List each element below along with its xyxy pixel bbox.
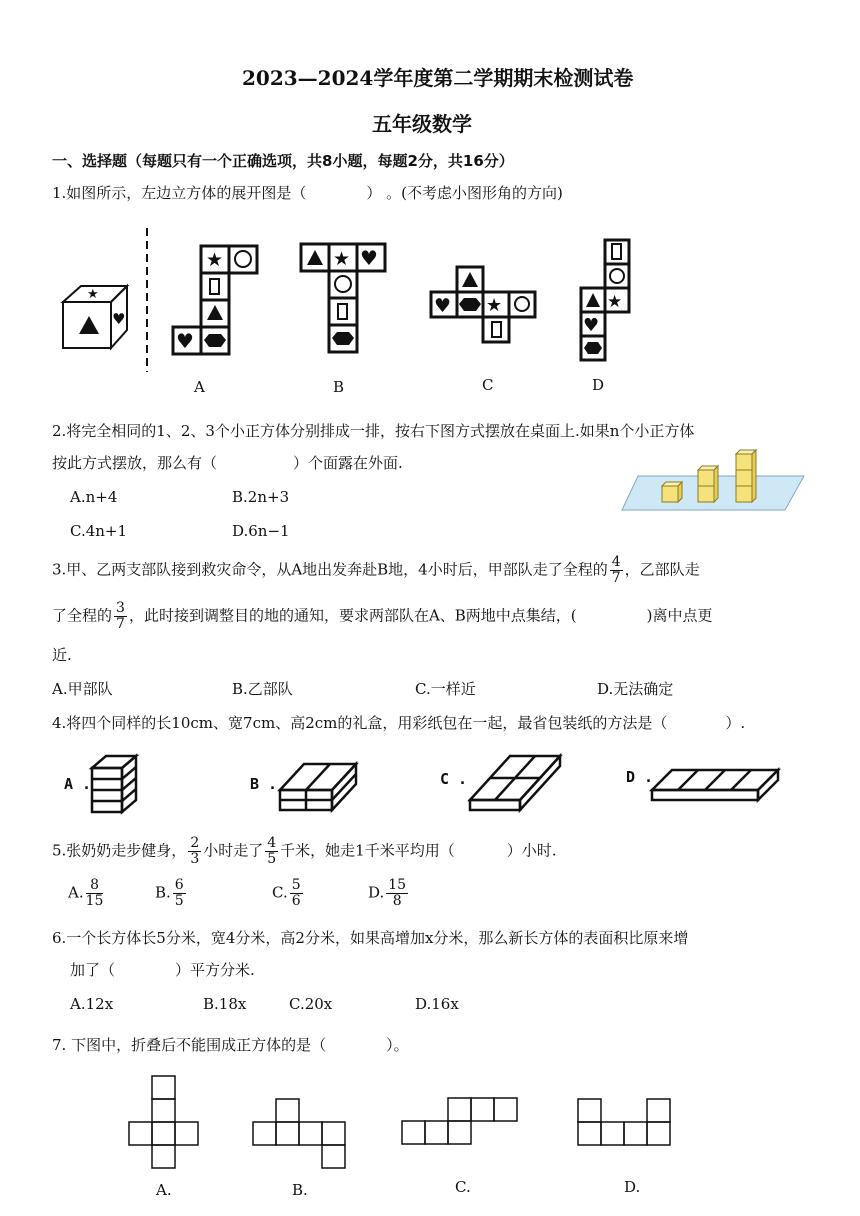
question-2-line-1: 2.将完全相同的1、2、3个小正方体分别排成一排，按右下图方式摆放在桌面上.如果n个小正方体	[52, 422, 695, 440]
q1-label-b: B	[333, 378, 345, 396]
q4-label-c: C .	[440, 770, 468, 788]
svg-text:♥: ♥	[434, 295, 452, 317]
q3-line-2-part-a: 了全程的	[52, 606, 113, 625]
q2-cubes-figure	[620, 448, 805, 520]
star-icon: ★	[87, 287, 99, 302]
q3-option-b[interactable]: B.乙部队	[232, 680, 293, 698]
q2-option-a[interactable]: A.n+4	[70, 488, 118, 506]
q7-label-a: A.	[156, 1181, 172, 1199]
q6-option-b[interactable]: B.18x	[203, 995, 247, 1013]
q3-option-a[interactable]: A.甲部队	[52, 680, 113, 698]
q5-part-c: 千米，她走1千米平均用（	[280, 841, 455, 860]
page-title: 2023—2024学年度第二学期期末检测试卷	[242, 66, 634, 90]
question-1-stem	[52, 182, 563, 204]
question-2-line-2	[52, 452, 403, 474]
q7-option-c-net	[402, 1098, 517, 1144]
svg-text:★: ★	[333, 248, 351, 270]
question-3-line-2	[52, 601, 713, 632]
q2-line-2-part-b: ）个面露在外面.	[293, 454, 403, 472]
q3-line-1-part-b: ，乙部队走	[624, 560, 700, 579]
heart-icon: ♥	[112, 310, 126, 328]
svg-text:★: ★	[607, 292, 623, 312]
q4-label-d: D .	[626, 768, 654, 786]
svg-text:★: ★	[486, 295, 503, 316]
q7-option-a-net	[129, 1076, 198, 1168]
q4-stem-part-b: ）.	[725, 714, 746, 732]
q5-option-c[interactable]: C. $\frac{5}{6}$	[272, 877, 301, 909]
question-5-stem	[52, 836, 557, 867]
q3-line-2-part-c: )离中点更	[646, 606, 713, 625]
svg-text:♥: ♥	[360, 246, 378, 270]
q7-figure	[126, 1074, 686, 1194]
section-heading: 一、选择题（每题只有一个正确选项，共8小题，每题2分，共16分）	[52, 152, 514, 170]
q5-part-d: ）小时.	[506, 841, 557, 860]
q1-label-a: A	[194, 378, 205, 396]
q2-option-c[interactable]: C.4n+1	[70, 522, 128, 540]
q4-figure	[60, 748, 820, 828]
q6-option-c[interactable]: C.20x	[289, 995, 333, 1013]
q4-option-a-stack	[92, 756, 136, 812]
page-subtitle: 五年级数学	[372, 112, 472, 136]
svg-text:♥: ♥	[583, 315, 600, 336]
q7-stem-part-a: 7. 下图中，折叠后不能围成正方体的是（	[52, 1036, 327, 1054]
question-4-stem	[52, 712, 745, 734]
q6-line-2-part-b: ）平方分米.	[175, 961, 255, 979]
q4-label-b: B .	[250, 775, 278, 793]
q2-option-d[interactable]: D.6n−1	[232, 522, 290, 540]
q4-option-c-layout	[470, 756, 560, 810]
q1-stem-part-b: ） 。(不考虑小图形角的方向)	[366, 184, 563, 202]
q7-option-b-net	[253, 1099, 345, 1168]
q7-stem-part-b: ）。	[386, 1036, 409, 1054]
q6-option-a[interactable]: A.12x	[70, 995, 114, 1013]
q4-stem-part-a: 4.将四个同样的长10cm、宽7cm、高2cm的礼盒，用彩纸包在一起，最省包装纸的方法是（	[52, 714, 668, 732]
q1-label-c: C	[482, 376, 494, 394]
q7-label-c: C.	[455, 1178, 471, 1196]
q1-label-d: D	[592, 376, 605, 394]
q3-fraction-2: $\frac{3}{7}$	[116, 600, 125, 632]
q4-label-a: A .	[64, 775, 92, 793]
svg-text:♥: ♥	[176, 329, 194, 353]
q5-option-a[interactable]: A. $\frac{8}{15}$	[68, 877, 104, 909]
q1-stem-part-a: 1.如图所示，左边立方体的展开图是（	[52, 184, 307, 202]
q5-option-b[interactable]: B. $\frac{6}{5}$	[155, 877, 184, 909]
q7-label-b: B.	[292, 1181, 308, 1199]
q7-option-d-net	[578, 1099, 670, 1145]
question-6-line-2	[70, 959, 255, 981]
question-7-stem	[52, 1034, 409, 1056]
q3-option-d[interactable]: D.无法确定	[597, 680, 674, 698]
q1-figure	[55, 222, 815, 402]
question-3-line-3: 近.	[52, 646, 72, 664]
q6-option-d[interactable]: D.16x	[415, 995, 459, 1013]
q3-line-2-part-b: ，此时接到调整目的地的通知，要求两部队在A、B两地中点集结，(	[128, 606, 577, 625]
q2-line-2-part-a: 按此方式摆放，那么有（	[52, 454, 218, 472]
q7-label-d: D.	[624, 1178, 641, 1196]
question-3-line-1	[52, 555, 700, 586]
q4-option-d-row	[652, 770, 778, 800]
q5-fraction-2: $\frac{4}{5}$	[267, 835, 277, 867]
q3-option-c[interactable]: C.一样近	[415, 680, 476, 698]
question-6-line-1: 6.一个长方体长5分米，宽4分米，高2分米，如果高增加x分米，那么新长方体的表面积比原来增	[52, 929, 689, 947]
q5-part-a: 5.张奶奶走步健身，	[52, 841, 187, 860]
q4-option-b-stack	[280, 764, 356, 810]
q3-line-1-part-a: 3.甲、乙两支部队接到救灾命令，从A地出发奔赴B地，4小时后，甲部队走了全程的	[52, 560, 608, 579]
q5-option-d[interactable]: D. $\frac{15}{8}$	[368, 877, 407, 909]
q3-fraction-1: $\frac{4}{7}$	[611, 554, 621, 586]
q5-fraction-1: $\frac{2}{3}$	[190, 835, 200, 867]
q6-line-2-part-a: 加了（	[70, 961, 116, 979]
q2-option-b[interactable]: B.2n+3	[232, 488, 290, 506]
q5-part-b: 小时走了	[203, 841, 264, 860]
svg-text:★: ★	[206, 249, 224, 271]
